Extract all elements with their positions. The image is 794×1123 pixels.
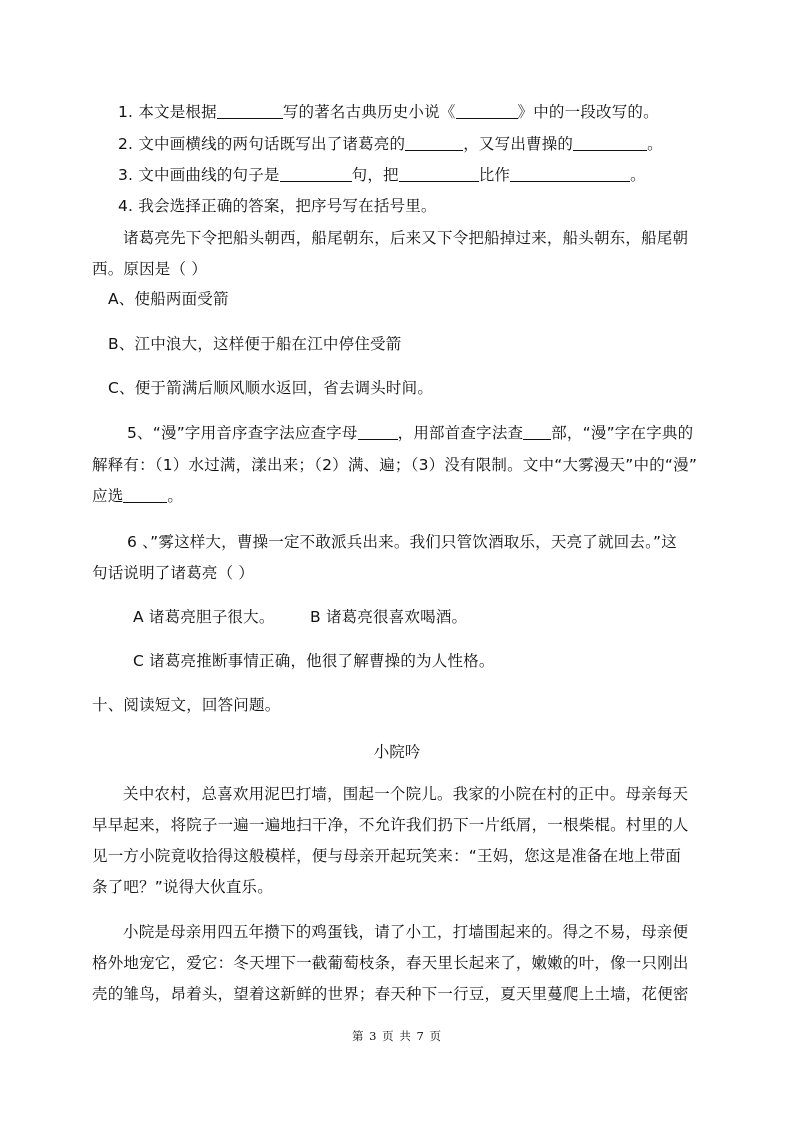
question-4-stem: 4. 我会选择正确的答案，把序号写在括号里。: [118, 197, 437, 215]
passage-paragraph-2-line: 格外地宠它，爱它：冬天埋下一截葡萄枝条，春天里长起来了，嫩嫩的叶，像一只刚出: [92, 954, 689, 972]
question-6-line-1: 6 、”雾这样大，曹操一定不敢派兵出来。我们只管饮酒取乐，天亮了就回去。”这: [127, 533, 677, 551]
page-footer: 第 3 页 共 7 页: [352, 1029, 442, 1043]
question-2: 2. 文中画横线的两句话既写出了诸葛亮的 ，又写出曹操的 。: [118, 135, 663, 153]
question-4-option-b: B、江中浪大，这样便于船在江中停住受箭: [108, 335, 402, 353]
answer-blank[interactable]: [280, 166, 352, 182]
question-4-option-c: C、便于箭满后顺风顺水返回，省去调头时间。: [108, 379, 434, 397]
passage-paragraph-1-line: 早早起来，将院子一遍一遍地扫干净，不允许我们扔下一片纸屑，一根柴棍。村里的人: [92, 816, 689, 834]
answer-blank[interactable]: [399, 166, 479, 182]
question-6-option-b: B 诸葛亮很喜欢喝酒。: [310, 608, 468, 626]
question-4-text-line-2: 西。原因是（ ）: [92, 260, 208, 278]
passage-paragraph-2-line: 小院是母亲用四五年攒下的鸡蛋钱，请了小工，打墙围起来的。得之不易，母亲便: [123, 923, 689, 941]
question-6-line-2: 句话说明了诸葛亮（ ）: [92, 564, 255, 582]
answer-blank[interactable]: [523, 424, 551, 440]
answer-blank[interactable]: [358, 424, 398, 440]
question-6-option-a: A 诸葛亮胆子很大。: [133, 608, 275, 626]
question-5-line-2: 解释有：（1）水过满，漾出来；（2）满、遍；（3）没有限制。文中“大雾漫天”中的“漫”: [92, 456, 698, 474]
answer-blank[interactable]: [123, 487, 167, 503]
answer-blank[interactable]: [456, 103, 518, 119]
question-1: 1. 本文是根据 写的著名古典历史小说《 》中的一段改写的。: [118, 103, 659, 121]
passage-paragraph-1-line: 条了吧？”说得大伙直乐。: [92, 878, 273, 896]
question-4-text-line-1: 诸葛亮先下令把船头朝西，船尾朝东，后来又下令把船掉过来，船头朝东，船尾朝: [123, 229, 689, 247]
passage-paragraph-1-line: 见一方小院竟收拾得这般模样，便与母亲开起玩笑来：“王妈，您这是准备在地上带面: [92, 847, 682, 865]
answer-blank[interactable]: [510, 166, 630, 182]
question-3: 3. 文中画曲线的句子是 句，把 比作 。: [118, 166, 646, 184]
question-5-line-3: 应选 。: [92, 487, 184, 505]
passage-title: 小院吟: [373, 743, 421, 761]
answer-blank[interactable]: [573, 135, 647, 151]
question-6-option-c: C 诸葛亮推断事情正确，他很了解曹操的为人性格。: [133, 652, 495, 670]
section-heading: 十、阅读短文，回答问题。: [92, 696, 281, 714]
question-4-option-a: A、使船两面受箭: [108, 290, 229, 308]
answer-blank[interactable]: [217, 103, 283, 119]
question-5-line-1: 5、“漫”字用音序查字法应查字母 ，用部首查字法查 部，“漫”字在字典的: [127, 424, 694, 442]
passage-paragraph-2-line: 壳的雏鸟，昂着头，望着这新鲜的世界；春天种下一行豆，夏天里蔓爬上土墙，花便密: [92, 985, 689, 1003]
answer-blank[interactable]: [405, 135, 463, 151]
passage-paragraph-1-line: 关中农村，总喜欢用泥巴打墙，围起一个院儿。我家的小院在村的正中。母亲每天: [123, 785, 689, 803]
